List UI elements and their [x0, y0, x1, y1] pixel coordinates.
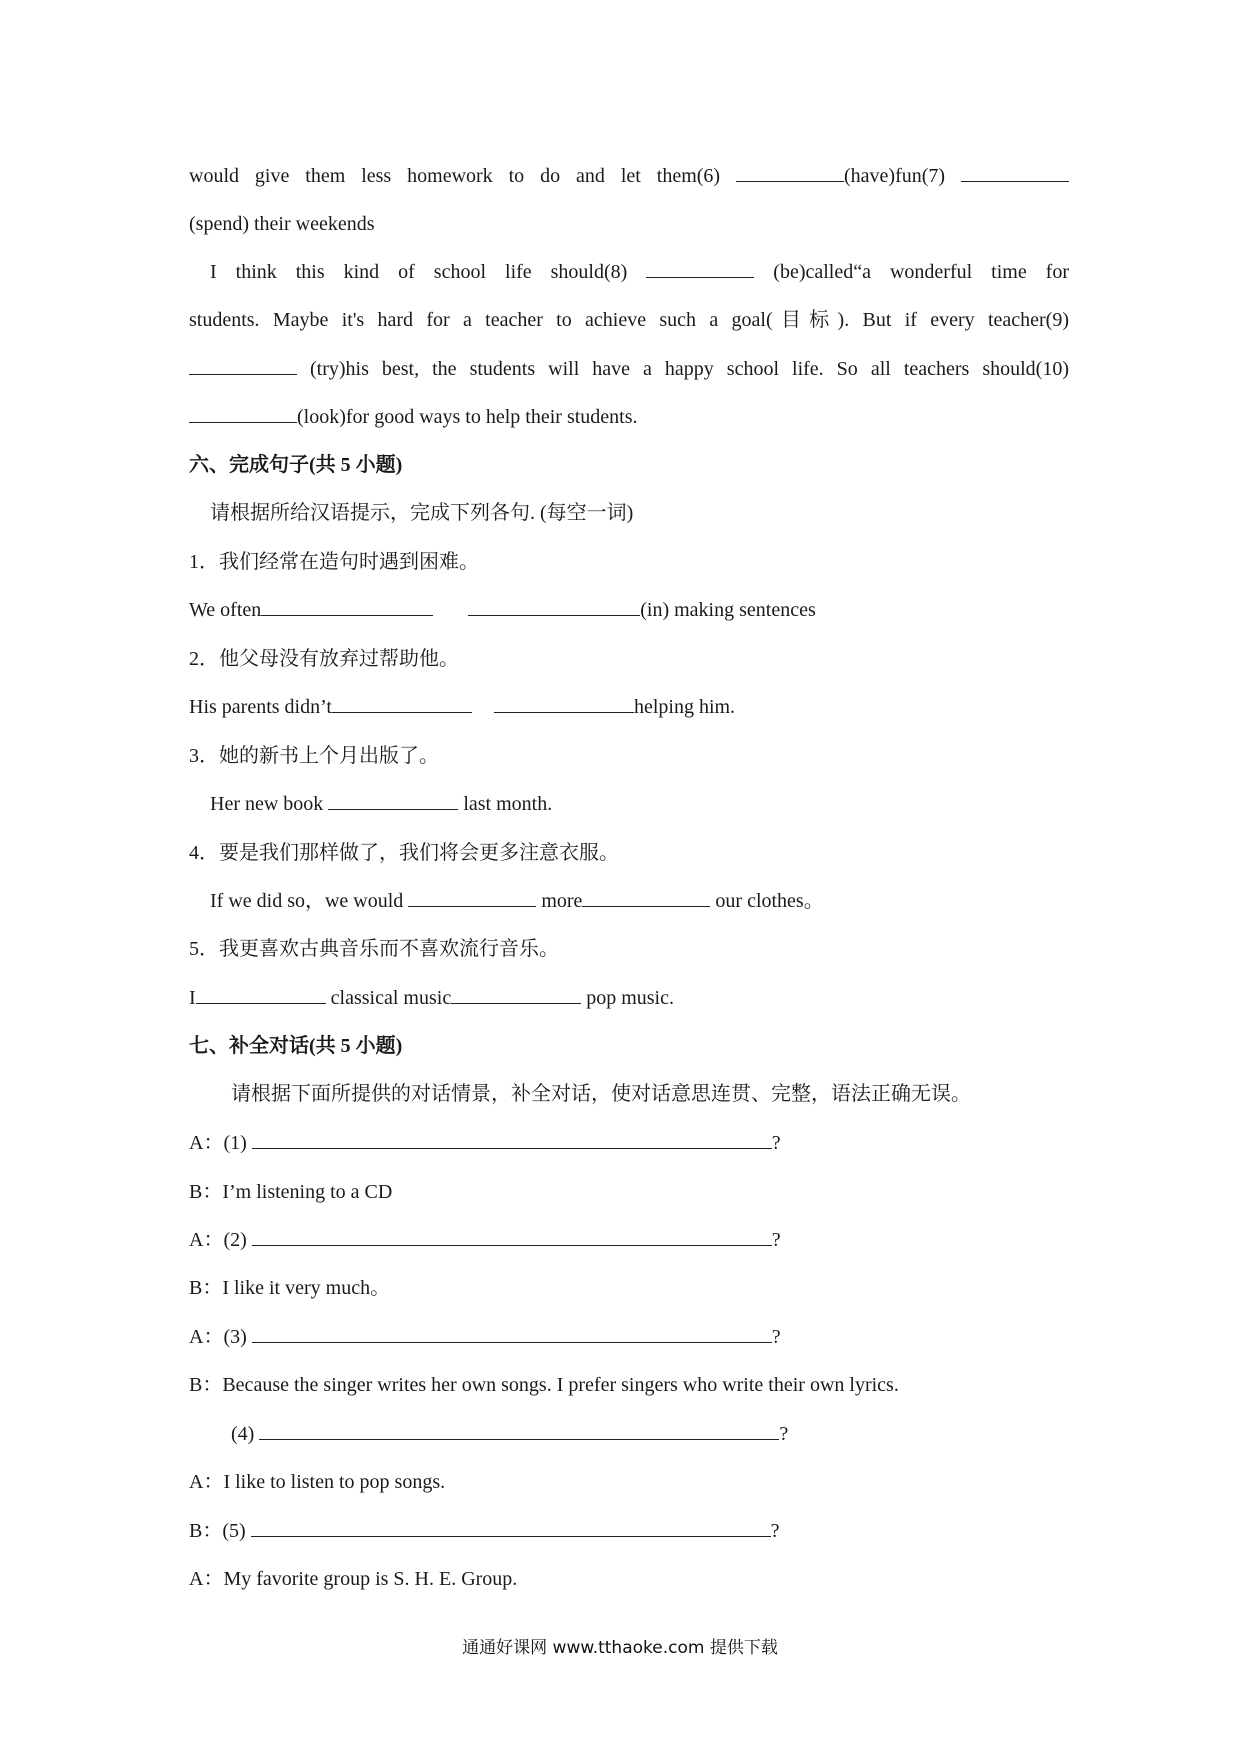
sentence-text: I [189, 987, 196, 1009]
speaker-label: A： [189, 1471, 224, 1493]
dialogue-line-10 [189, 1565, 1069, 1593]
passage-line-4 [189, 306, 1069, 334]
section-7-title: 七、补全对话(共 5 小题) [189, 1035, 403, 1057]
passage-text: students. Maybe it's hard for a teacher to achieve such a goal(目标). But if every teacher(9) [189, 309, 1069, 331]
question-number: (1) [223, 1132, 252, 1154]
q2-blank-2[interactable] [494, 694, 634, 713]
q5-english [189, 984, 1069, 1012]
dialogue-blank-4[interactable] [259, 1421, 779, 1440]
question-number: (3) [223, 1326, 252, 1348]
passage-line-3 [210, 258, 1069, 286]
dialogue-line-1 [189, 1129, 1069, 1157]
passage-line-5 [189, 355, 1069, 383]
dialogue-text: My favorite group is S. H. E. Group. [223, 1568, 518, 1590]
sentence-text: last month. [458, 793, 553, 815]
q3-blank[interactable] [328, 791, 458, 810]
blank-9[interactable] [189, 356, 297, 375]
speaker-label: B： [189, 1374, 223, 1396]
dialogue-line-4 [189, 1274, 1069, 1302]
dialogue-blank-5[interactable] [251, 1518, 771, 1537]
q4-blank-2[interactable] [582, 888, 710, 907]
q4-blank-1[interactable] [408, 888, 536, 907]
section-6-instruction: 请根据所给汉语提示，完成下列各句. (每空一词) [210, 502, 634, 524]
dialogue-line-2 [189, 1178, 1069, 1206]
passage-line-6 [189, 403, 1069, 431]
q4-english [210, 887, 1090, 915]
page-footer: 通通好课网 www.tthaoke.com 提供下载 [462, 1638, 778, 1658]
dialogue-text: I’m listening to a CD [222, 1181, 393, 1203]
sentence-text: If we did so，we would [210, 890, 409, 912]
q1-blank-1[interactable] [261, 597, 433, 616]
q5-chinese: 5．我更喜欢古典音乐而不喜欢流行音乐。 [189, 938, 559, 960]
dialogue-text: Because the singer writes her own songs. I prefer singers who write their own lyrics. [222, 1374, 899, 1396]
dialogue-line-8 [189, 1468, 1069, 1496]
passage-text: (have)fun(7) [844, 165, 961, 187]
sentence-text: Her new book [210, 793, 329, 815]
sentence-text: more [536, 890, 583, 912]
speaker-label: A： [189, 1229, 224, 1251]
passage-text: (try)his best, the students will have a happy school life. So all teachers should(10) [297, 358, 1069, 380]
sentence-text: helping him. [633, 696, 736, 718]
section-6-title: 六、完成句子(共 5 小题) [189, 454, 403, 476]
passage-text: (be)called“a wonderful time for [754, 261, 1069, 283]
question-mark: ? [779, 1423, 789, 1445]
passage-text: (spend) their weekends [189, 213, 375, 235]
sentence-text: our clothes。 [710, 890, 824, 912]
question-number: (5) [222, 1520, 251, 1542]
question-mark: ? [771, 1326, 781, 1348]
q5-blank-1[interactable] [196, 985, 326, 1004]
question-number: (4) [231, 1423, 260, 1445]
sentence-text: (in) making sentences [640, 599, 816, 621]
dialogue-text: I like to listen to pop songs. [223, 1471, 446, 1493]
passage-text: (look)for good ways to help their students. [297, 406, 638, 428]
section-7-instruction: 请根据下面所提供的对话情景，补全对话，使对话意思连贯、完整，语法正确无误。 [231, 1083, 971, 1105]
passage-text: I think this kind of school life should(8) [210, 261, 647, 283]
passage-line-1 [189, 162, 1069, 190]
speaker-label: B： [189, 1520, 223, 1542]
sentence-text: pop music. [581, 987, 674, 1009]
dialogue-blank-1[interactable] [252, 1130, 772, 1149]
q2-english [189, 693, 1069, 721]
q4-chinese: 4．要是我们那样做了，我们将会更多注意衣服。 [189, 842, 619, 864]
dialogue-line-7 [231, 1420, 1111, 1448]
q1-chinese: 1．我们经常在造句时遇到困难。 [189, 551, 479, 573]
q1-blank-2[interactable] [468, 597, 640, 616]
sentence-text: We often [189, 599, 262, 621]
q1-english [189, 596, 1069, 624]
q3-chinese: 3．她的新书上个月出版了。 [189, 745, 439, 767]
dialogue-line-9 [189, 1517, 1069, 1545]
dialogue-line-6 [189, 1371, 1069, 1399]
dialogue-blank-2[interactable] [252, 1227, 772, 1246]
speaker-label: A： [189, 1326, 224, 1348]
dialogue-line-3 [189, 1226, 1069, 1254]
q5-blank-2[interactable] [451, 985, 581, 1004]
blank-6[interactable] [736, 163, 844, 182]
dialogue-line-5 [189, 1323, 1069, 1351]
q3-english [210, 790, 1090, 818]
dialogue-blank-3[interactable] [252, 1324, 772, 1343]
speaker-label: A： [189, 1568, 224, 1590]
blank-7[interactable] [961, 163, 1069, 182]
speaker-label: B： [189, 1277, 223, 1299]
question-mark: ? [771, 1132, 781, 1154]
q2-blank-1[interactable] [332, 694, 472, 713]
passage-line-2 [189, 210, 1069, 238]
q2-chinese: 2．他父母没有放弃过帮助他。 [189, 648, 459, 670]
speaker-label: B： [189, 1181, 223, 1203]
sentence-text: His parents didn’t [189, 696, 332, 718]
blank-10[interactable] [189, 404, 297, 423]
question-number: (2) [223, 1229, 252, 1251]
question-mark: ? [770, 1520, 780, 1542]
passage-text: would give them less homework to do and let them(6) [189, 165, 736, 187]
sentence-text: classical music [325, 987, 452, 1009]
speaker-label: A： [189, 1132, 224, 1154]
blank-8[interactable] [646, 259, 754, 278]
question-mark: ? [771, 1229, 781, 1251]
dialogue-text: I like it very much。 [222, 1277, 391, 1299]
